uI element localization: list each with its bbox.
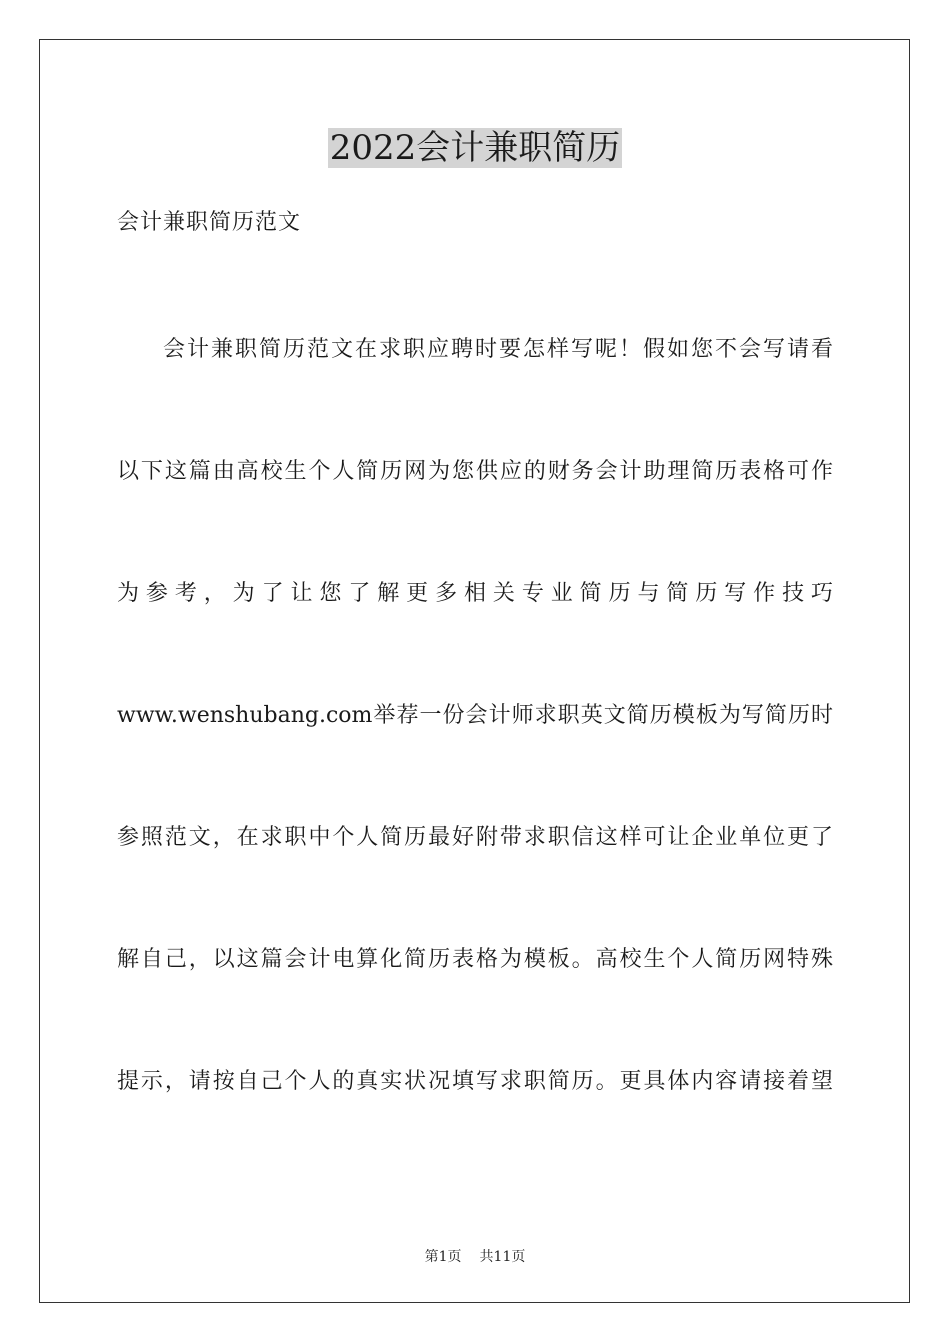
body-line-2: 以下这篇由高校生个人简历网为您供应的财务会计助理简历表格可作 <box>117 459 833 484</box>
body-line-5: 参照范文，在求职中个人简历最好附带求职信这样可让企业单位更了 <box>117 825 833 850</box>
body-line-1: 会计兼职简历范文在求职应聘时要怎样写呢！假如您不会写请看 <box>163 337 833 362</box>
body-line-4: www.wenshubang.com举荐一份会计师求职英文简历模板为写简历时 <box>117 703 833 728</box>
body-line-6: 解自己，以这篇会计电算化简历表格为模板。高校生个人简历网特殊 <box>117 947 833 972</box>
document-subtitle: 会计兼职简历范文 <box>117 210 302 235</box>
page-footer <box>0 1247 950 1267</box>
body-line-3: 为参考，为了让您了解更多相关专业简历与简历写作技巧 <box>117 581 833 606</box>
document-title: 2022会计兼职简历 <box>329 128 621 168</box>
page-total: 共11页 <box>479 1249 526 1265</box>
page-number: 第1页 <box>424 1249 462 1265</box>
body-line-7: 提示，请按自己个人的真实状况填写求职简历。更具体内容请接着望 <box>117 1069 833 1094</box>
title-container <box>0 128 950 168</box>
